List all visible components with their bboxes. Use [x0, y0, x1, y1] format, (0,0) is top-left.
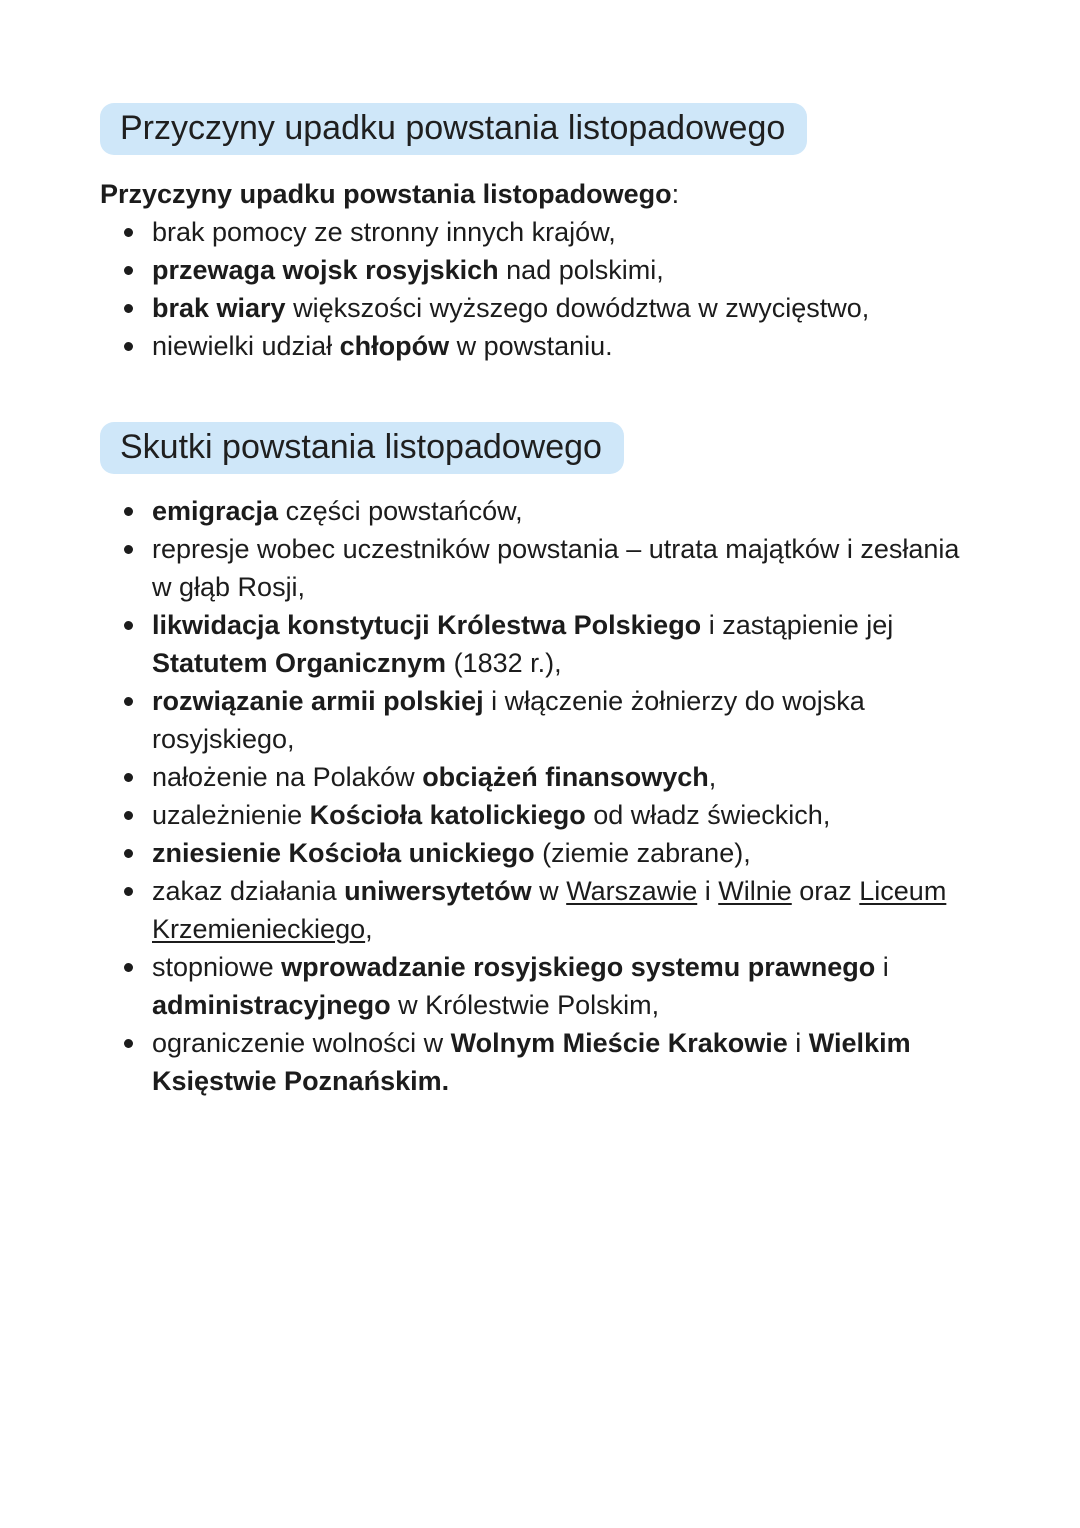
text-segment: likwidacja konstytucji Królestwa Polskiego	[152, 610, 702, 640]
text-segment: od władz świeckich,	[585, 800, 831, 830]
list-item	[100, 796, 968, 834]
list-item	[100, 492, 968, 530]
list-item	[100, 213, 968, 251]
text-segment: represje wobec uczestników powstania – utrata majątków i zesłania w głąb Rosji,	[152, 534, 960, 602]
link-wilnie[interactable]: Wilnie	[718, 876, 792, 906]
text-segment: w powstaniu.	[449, 331, 613, 361]
list-item	[100, 606, 968, 682]
section-heading-pill: Skutki powstania listopadowego	[100, 422, 624, 474]
list-item	[100, 289, 968, 327]
text-segment: (1832 r.),	[446, 648, 562, 678]
text-segment: uniwersytetów	[344, 876, 532, 906]
bullet-list-skutki	[100, 492, 968, 1100]
text-segment: zniesienie Kościoła unickiego	[152, 838, 535, 868]
list-item	[100, 758, 968, 796]
list-item	[100, 682, 968, 758]
text-segment: :	[671, 179, 680, 209]
text-segment: i	[787, 1028, 809, 1058]
text-segment: niewielki udział	[152, 331, 340, 361]
text-segment: nałożenie na Polaków	[152, 762, 423, 792]
text-segment: stopniowe	[152, 952, 282, 982]
text-segment: większości wyższego dowództwa w zwycięstwo,	[285, 293, 870, 323]
text-segment: nad polskimi,	[498, 255, 664, 285]
text-segment: i włączenie żołnierzy do wojska rosyjskiego,	[152, 686, 865, 754]
section-heading-row	[100, 422, 1012, 474]
text-segment: ,	[708, 762, 717, 792]
text-segment: wprowadzanie rosyjskiego systemu prawnego	[281, 952, 876, 982]
text-segment: ograniczenie wolności w	[152, 1028, 451, 1058]
text-segment: Przyczyny upadku powstania listopadowego	[100, 179, 672, 209]
text-segment: Wolnym Mieście Krakowie	[450, 1028, 788, 1058]
text-segment: w Królestwie Polskim,	[390, 990, 660, 1020]
text-segment: Statutem Organicznym	[152, 648, 447, 678]
text-segment: i zastąpienie jej	[701, 610, 894, 640]
text-segment: emigracja	[152, 496, 279, 526]
text-segment: chłopów	[339, 331, 450, 361]
text-segment: rozwiązanie armii polskiej	[152, 686, 484, 716]
link-warszawie[interactable]: Warszawie	[566, 876, 698, 906]
list-item	[100, 251, 968, 289]
list-item	[100, 1024, 968, 1100]
text-segment: przewaga wojsk rosyjskich	[152, 255, 499, 285]
text-segment: uzależnienie	[152, 800, 310, 830]
list-item	[100, 327, 968, 365]
list-item	[100, 872, 968, 948]
link-liceum-krzemienieckiego[interactable]: Liceum Krzemienieckiego	[152, 876, 947, 944]
lead-paragraph	[100, 175, 980, 213]
text-segment: w	[531, 876, 567, 906]
list-item	[100, 530, 968, 606]
text-segment: i	[697, 876, 719, 906]
list-item	[100, 948, 968, 1024]
text-segment: brak pomocy ze stronny innych krajów,	[152, 217, 616, 247]
text-segment: zakaz działania	[152, 876, 345, 906]
text-segment: obciążeń finansowych	[422, 762, 709, 792]
text-segment: administracyjnego	[152, 990, 391, 1020]
section-heading-pill: Przyczyny upadku powstania listopadowego	[100, 103, 807, 155]
text-segment: Wielkim Księstwie Poznańskim.	[152, 1028, 911, 1096]
text-segment: i	[875, 952, 889, 982]
text-segment: brak wiary	[152, 293, 286, 323]
section-skutki	[100, 422, 1012, 1100]
list-item	[100, 834, 968, 872]
section-przyczyny-upadku	[100, 103, 1012, 365]
text-segment: (ziemie zabrane),	[534, 838, 751, 868]
text-segment: ,	[365, 914, 373, 944]
section-heading-row	[100, 103, 1012, 155]
text-segment: Kościoła katolickiego	[309, 800, 586, 830]
bullet-list-przyczyny	[100, 213, 968, 365]
text-segment: części powstańców,	[278, 496, 523, 526]
text-segment: oraz	[791, 876, 860, 906]
